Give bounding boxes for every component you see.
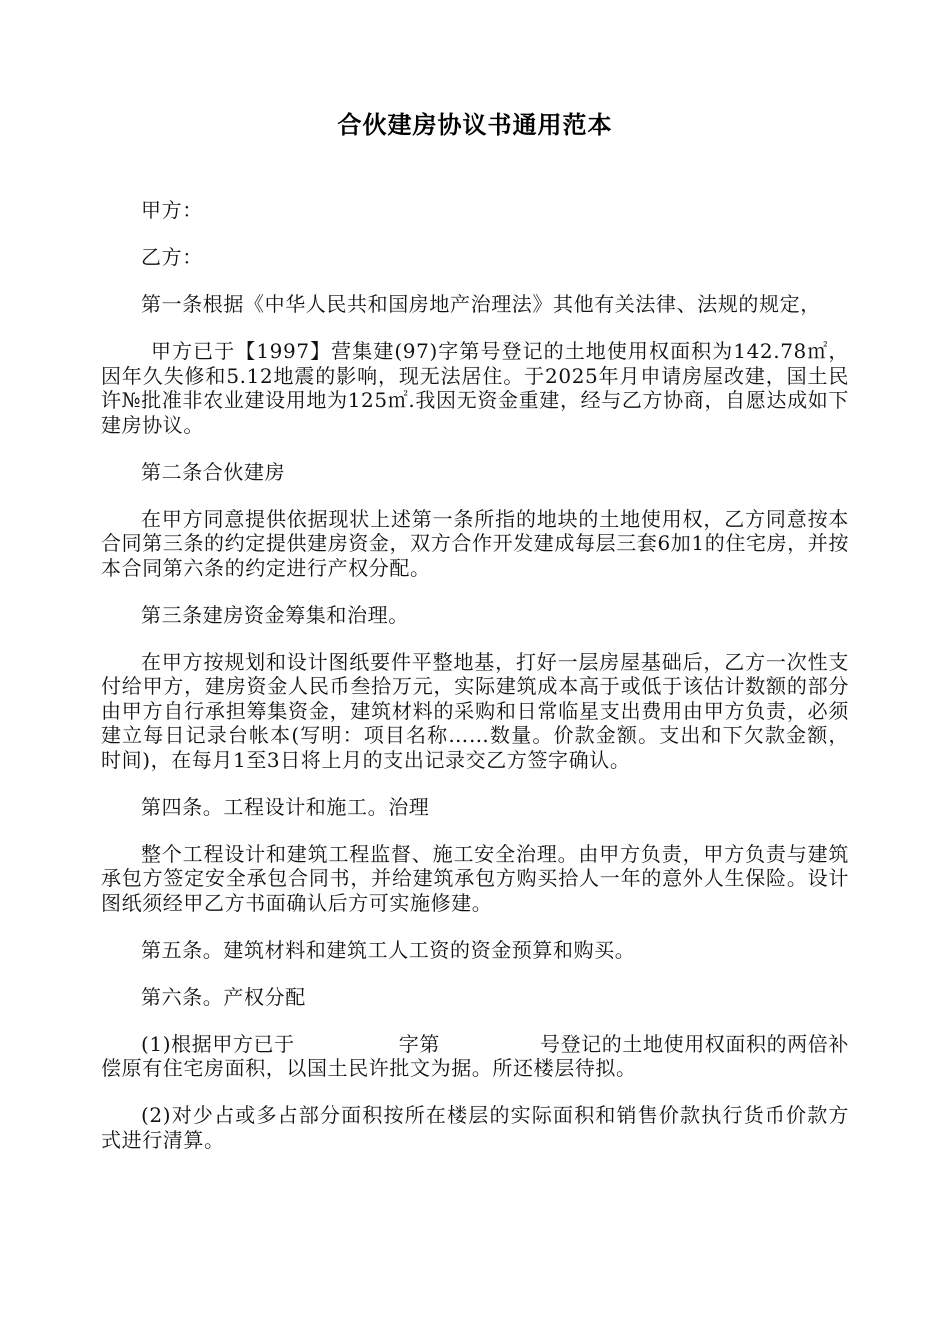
party-b-line: 乙方： <box>141 245 203 269</box>
article-6-clause-2: (2)对少占或多占部分面积按所在楼层的实际面积和销售价款执行货币价款方式进行清算。 <box>101 1103 849 1152</box>
article-3-heading: 第三条建房资金筹集和治理。 <box>141 602 409 627</box>
article-2-body: 在甲方同意提供依据现状上述第一条所指的地块的土地使用权，乙方同意按本合同第三条的约定提供建房资金，双方合作开发建成每层三套6加1的住宅房，并按本合同第六条的约定进行产权分配。 <box>101 506 849 580</box>
article-2-heading: 第二条合伙建房 <box>141 459 286 484</box>
clause-1-part-1: (1)根据甲方已于 <box>141 1031 295 1056</box>
article-6-clause-1 <box>101 1032 849 1081</box>
article-1-body: 甲方已于【1997】营集建(97)字第号登记的土地使用权面积为142.78㎡，因年久失修和5.12地震的影响，现无法居住。于2025年月申请房屋改建，国土民许№批准非农业建设用地为125㎡.我因无资金重建，经与乙方协商，自愿达成如下建房协议。 <box>101 339 849 437</box>
party-a-line: 甲方： <box>141 198 203 222</box>
article-6-heading: 第六条。产权分配 <box>141 984 306 1009</box>
page-title: 合伙建房协议书通用范本 <box>337 111 613 139</box>
article-1-heading: 第一条根据《中华人民共和国房地产治理法》其他有关法律、法规的规定， <box>141 292 821 316</box>
clause-1-part-3: 号登记的土地使用权面积的两倍补偿原有住宅房面积，以国土民许批文为据。所还楼层待拟。 <box>101 1031 850 1080</box>
article-4-body: 整个工程设计和建筑工程监督、施工安全治理。由甲方负责，甲方负责与建筑承包方签定安全承包合同书，并给建筑承包方购买拾人一年的意外人生保险。设计图纸须经甲乙方书面确认后方可实施修建。 <box>101 841 849 915</box>
article-4-heading: 第四条。工程设计和施工。治理 <box>141 794 430 819</box>
clause-1-part-2: 字第 <box>398 1031 440 1056</box>
document-body <box>101 198 849 1175</box>
article-5-heading: 第五条。建筑材料和建筑工人工资的资金预算和购买。 <box>141 937 636 962</box>
article-3-body: 在甲方按规划和设计图纸要件平整地基，打好一层房屋基础后，乙方一次性支付给甲方，建房资金人民币叁拾万元，实际建筑成本高于或低于该估计数额的部分由甲方自行承担筹集资金，建筑材料的采购和日常临星支出费用由甲方负责，必须建立每日记录台帐本(写明：项目名称……数量。价款金额。支出和下欠款金额，时间)，在每月1至3日将上月的支出记录交乙方签字确认。 <box>101 649 849 772</box>
